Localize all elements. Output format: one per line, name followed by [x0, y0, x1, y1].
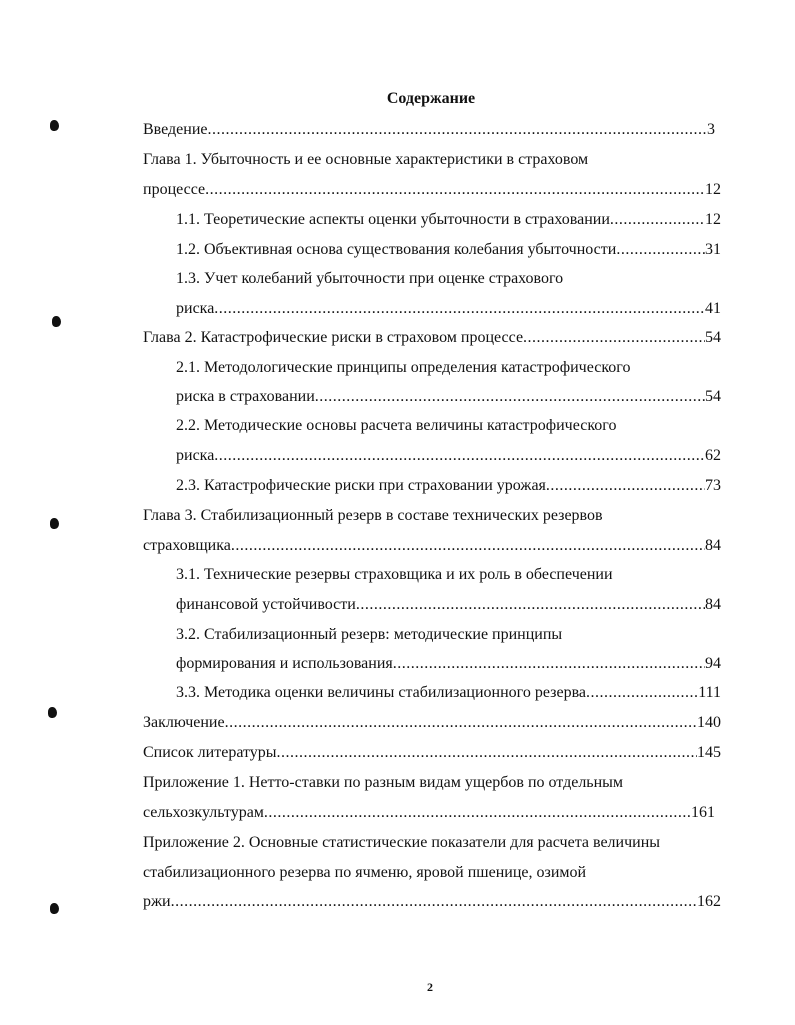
toc-entry-text: 3.1. Технические резервы страховщика и их роль в обеспечении: [176, 566, 613, 583]
scan-mark: [52, 316, 61, 327]
scan-mark: [50, 903, 59, 914]
toc-entry-page: 111: [698, 684, 721, 701]
toc-entry-text: 2.3. Катастрофические риски при страховании урожая: [176, 477, 546, 494]
toc-entry-page: 145: [697, 744, 721, 761]
toc-entry[interactable]: [143, 861, 586, 885]
toc-leader: [225, 711, 697, 735]
toc-entry[interactable]: [143, 118, 715, 142]
scan-mark: [50, 120, 59, 131]
toc-entry-page: 54: [705, 388, 721, 405]
toc-entry[interactable]: [143, 890, 721, 914]
toc-entry-text: процессе: [143, 181, 206, 198]
toc-entry-page: 54: [705, 329, 721, 346]
toc-entry[interactable]: [176, 356, 630, 380]
toc-entry[interactable]: [176, 267, 563, 291]
toc-leader: [205, 178, 705, 202]
toc-entry[interactable]: [176, 593, 721, 617]
toc-entry-page: 162: [697, 893, 721, 910]
toc-entry-page: 73: [705, 477, 721, 494]
toc-leader: [586, 681, 698, 705]
toc-entry-text: 2.1. Методологические принципы определения катастрофического: [176, 359, 631, 376]
toc-entry[interactable]: [143, 711, 721, 735]
toc-entry-text: стабилизационного резерва по ячменю, яровой пшенице, озимой: [143, 864, 587, 881]
toc-entry[interactable]: [176, 652, 721, 676]
toc-entry[interactable]: [143, 801, 715, 825]
toc-entry-page: 62: [705, 447, 721, 464]
toc-entry[interactable]: [143, 326, 721, 350]
toc-entry[interactable]: [176, 297, 721, 321]
toc-entry-page: 12: [705, 211, 721, 228]
toc-leader: [393, 652, 705, 676]
toc-entry-page: 161: [691, 804, 715, 821]
toc-entry[interactable]: [176, 623, 562, 647]
toc-entry-text: Приложение 1. Нетто-ставки по разным видам ущербов по отдельным: [143, 774, 624, 791]
toc-leader: [315, 385, 705, 409]
toc-entry-text: 1.3. Учет колебаний убыточности при оценке страхового: [176, 270, 564, 287]
toc-entry-text: риска в страховании: [176, 388, 315, 405]
toc-entry[interactable]: [176, 444, 721, 468]
toc-leader: [277, 741, 697, 765]
toc-entry-text: формирования и использования: [176, 655, 393, 672]
toc-leader: [214, 297, 705, 321]
toc-leader: [171, 890, 697, 914]
toc-entry[interactable]: [176, 681, 721, 705]
toc-leader: [214, 444, 705, 468]
toc-leader: [231, 534, 705, 558]
toc-entry-text: Введение: [143, 121, 208, 138]
toc-entry[interactable]: [176, 208, 721, 232]
toc-entry-text: сельхозкультурам: [143, 804, 264, 821]
toc-leader: [208, 118, 708, 142]
toc-entry-text: страховщика: [143, 537, 231, 554]
toc-entry-text: финансовой устойчивости: [176, 596, 356, 613]
toc-entry-page: 3: [707, 121, 715, 138]
toc-entry-page: 41: [705, 300, 721, 317]
toc-entry-page: 140: [697, 714, 721, 731]
toc-entry-text: ржи: [143, 893, 171, 910]
toc-entry[interactable]: [143, 178, 721, 202]
toc-leader: [616, 238, 705, 262]
scan-mark: [48, 707, 57, 718]
toc-leader: [610, 208, 705, 232]
toc-entry-text: Глава 3. Стабилизационный резерв в составе технических резервов: [143, 507, 603, 524]
toc-entry-text: риска: [176, 447, 215, 464]
toc-entry[interactable]: [143, 534, 721, 558]
toc-entry-page: 94: [705, 655, 721, 672]
toc-entry[interactable]: [143, 741, 721, 765]
toc-entry-text: 1.2. Объективная основа существования колебания убыточности: [176, 241, 617, 258]
toc-entry[interactable]: [176, 385, 721, 409]
toc-entry[interactable]: [176, 238, 721, 262]
toc-leader: [264, 801, 691, 825]
toc-entry[interactable]: [143, 504, 603, 528]
page-number: 2: [427, 980, 433, 994]
toc-entry-text: Приложение 2. Основные статистические показатели для расчета величины: [143, 834, 661, 851]
toc-leader: [356, 593, 705, 617]
toc-entry[interactable]: [143, 771, 623, 795]
toc-entry[interactable]: [143, 831, 660, 855]
toc-entry-text: 1.1. Теоретические аспекты оценки убыточности в страховании: [176, 211, 610, 228]
toc-entry[interactable]: [176, 474, 721, 498]
toc-entry-text: риска: [176, 300, 215, 317]
toc-entry[interactable]: [176, 563, 613, 587]
toc-entry[interactable]: [176, 414, 616, 438]
toc-entry-page: 84: [705, 596, 721, 613]
toc-title: Содержание: [386, 90, 476, 107]
toc-entry-text: 2.2. Методические основы расчета величины катастрофического: [176, 417, 617, 434]
toc-entry-text: Список литературы: [143, 744, 277, 761]
toc-entry-text: 3.3. Методика оценки величины стабилизационного резерва: [176, 684, 587, 701]
scan-mark: [50, 518, 59, 529]
toc-entry-page: 12: [705, 181, 721, 198]
toc-entry-text: Глава 1. Убыточность и ее основные характеристики в страховом: [143, 151, 589, 168]
toc-leader: [546, 474, 705, 498]
toc-entry-text: Заключение: [143, 714, 225, 731]
toc-entry-text: 3.2. Стабилизационный резерв: методические принципы: [176, 626, 563, 643]
toc-entry-text: Глава 2. Катастрофические риски в страховом процессе: [143, 329, 524, 346]
toc-entry[interactable]: [143, 148, 588, 172]
toc-entry-page: 31: [705, 241, 721, 258]
toc-leader: [523, 326, 705, 350]
toc-entry-page: 84: [705, 537, 721, 554]
